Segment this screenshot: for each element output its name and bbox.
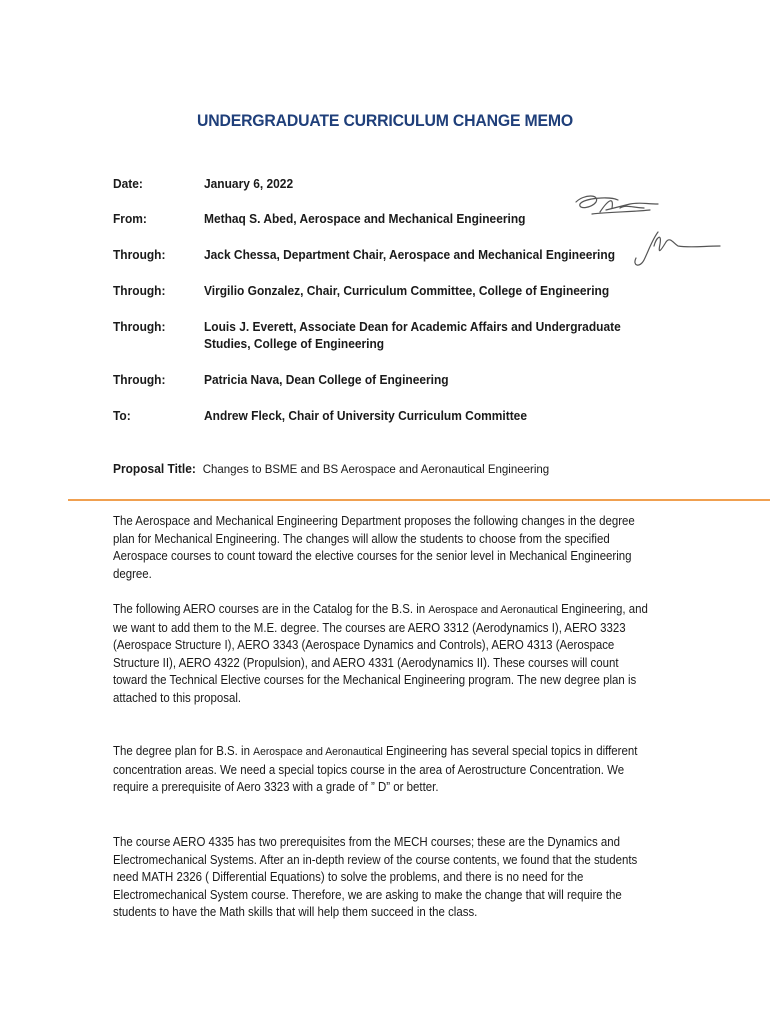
signature-chair-icon <box>630 228 725 273</box>
to-value: Andrew Fleck, Chair of University Curriculum Committee <box>204 408 527 423</box>
paragraph-2-text-b: Engineering, and we want to add them to the M.E. degree. The courses are AERO 3312 (Aerodynamics I), AERO 3323 (Aerospace Structure I), AERO 3343 (Aerospace Dynamics and Controls), AERO 4313 (Aerospace Structure II), AERO 4322 (Propulsion), and AERO 4331 (Aerodynamics II). These courses will count toward the Technical Elective courses for the Mechanical Engineering program. The new degree plan is attached to this proposal. <box>113 602 648 705</box>
paragraph-1: The Aerospace and Mechanical Engineering Department proposes the following changes in the degree plan for Mechanical Engineering. The changes will allow the students to choose from the specified Aerospace courses to count toward the elective courses for the senior level in Mechanical Engineering degree. <box>113 514 635 581</box>
paragraph-3 <box>113 743 650 797</box>
proposal-title <box>113 460 549 479</box>
proposal-title-label: Proposal Title: <box>113 461 196 476</box>
paragraph-4: The course AERO 4335 has two prerequisites from the MECH courses; these are the Dynamics and Electromechanical Systems. After an in-depth review of the course contents, we found that the students need MATH 2326 ( Differential Equations) to solve the problems, and there is no need for the Electromechanical System course. Therefore, we are asking to make the change that will require the students to have the Math skills that will help them succeed in the class. <box>113 835 638 920</box>
through-value: Louis J. Everett, Associate Dean for Academic Affairs and Undergraduate Studies, College of Engineering <box>204 319 621 351</box>
through-label: Through: <box>113 283 166 298</box>
section-divider <box>68 499 770 501</box>
from-value: Methaq S. Abed, Aerospace and Mechanical Engineering <box>204 211 526 226</box>
through-label: Through: <box>113 247 166 262</box>
paragraph-2 <box>113 601 650 708</box>
paragraph-3-inline: Aerospace and Aeronautical <box>253 746 383 758</box>
date-value: January 6, 2022 <box>204 176 294 191</box>
through-label: Through: <box>113 319 166 334</box>
through-value: Virgilio Gonzalez, Chair, Curriculum Committee, College of Engineering <box>204 283 610 298</box>
through-value: Patricia Nava, Dean College of Engineering <box>204 372 449 387</box>
through-value: Jack Chessa, Department Chair, Aerospace and Mechanical Engineering <box>204 247 616 262</box>
proposal-title-value: Changes to BSME and BS Aerospace and Aeronautical Engineering <box>202 464 550 476</box>
paragraph-2-inline: Aerospace and Aeronautical <box>428 604 558 616</box>
paragraph-3-text-a: The degree plan for B.S. in <box>113 744 254 758</box>
from-label: From: <box>113 211 147 226</box>
to-label: To: <box>113 408 131 423</box>
paragraph-3-text-b: Engineering has several special topics in different concentration areas. We need a special topics course in the area of Aerostructure Concentration. We require a prerequisite of Aero 3323 with a grade of ” D” or better. <box>113 744 638 795</box>
memo-title: UNDERGRADUATE CURRICULUM CHANGE MEMO <box>197 111 573 130</box>
through-label: Through: <box>113 372 166 387</box>
date-label: Date: <box>113 176 143 191</box>
paragraph-2-text-a: The following AERO courses are in the Catalog for the B.S. in <box>113 602 429 616</box>
signature-from-icon <box>570 190 665 220</box>
